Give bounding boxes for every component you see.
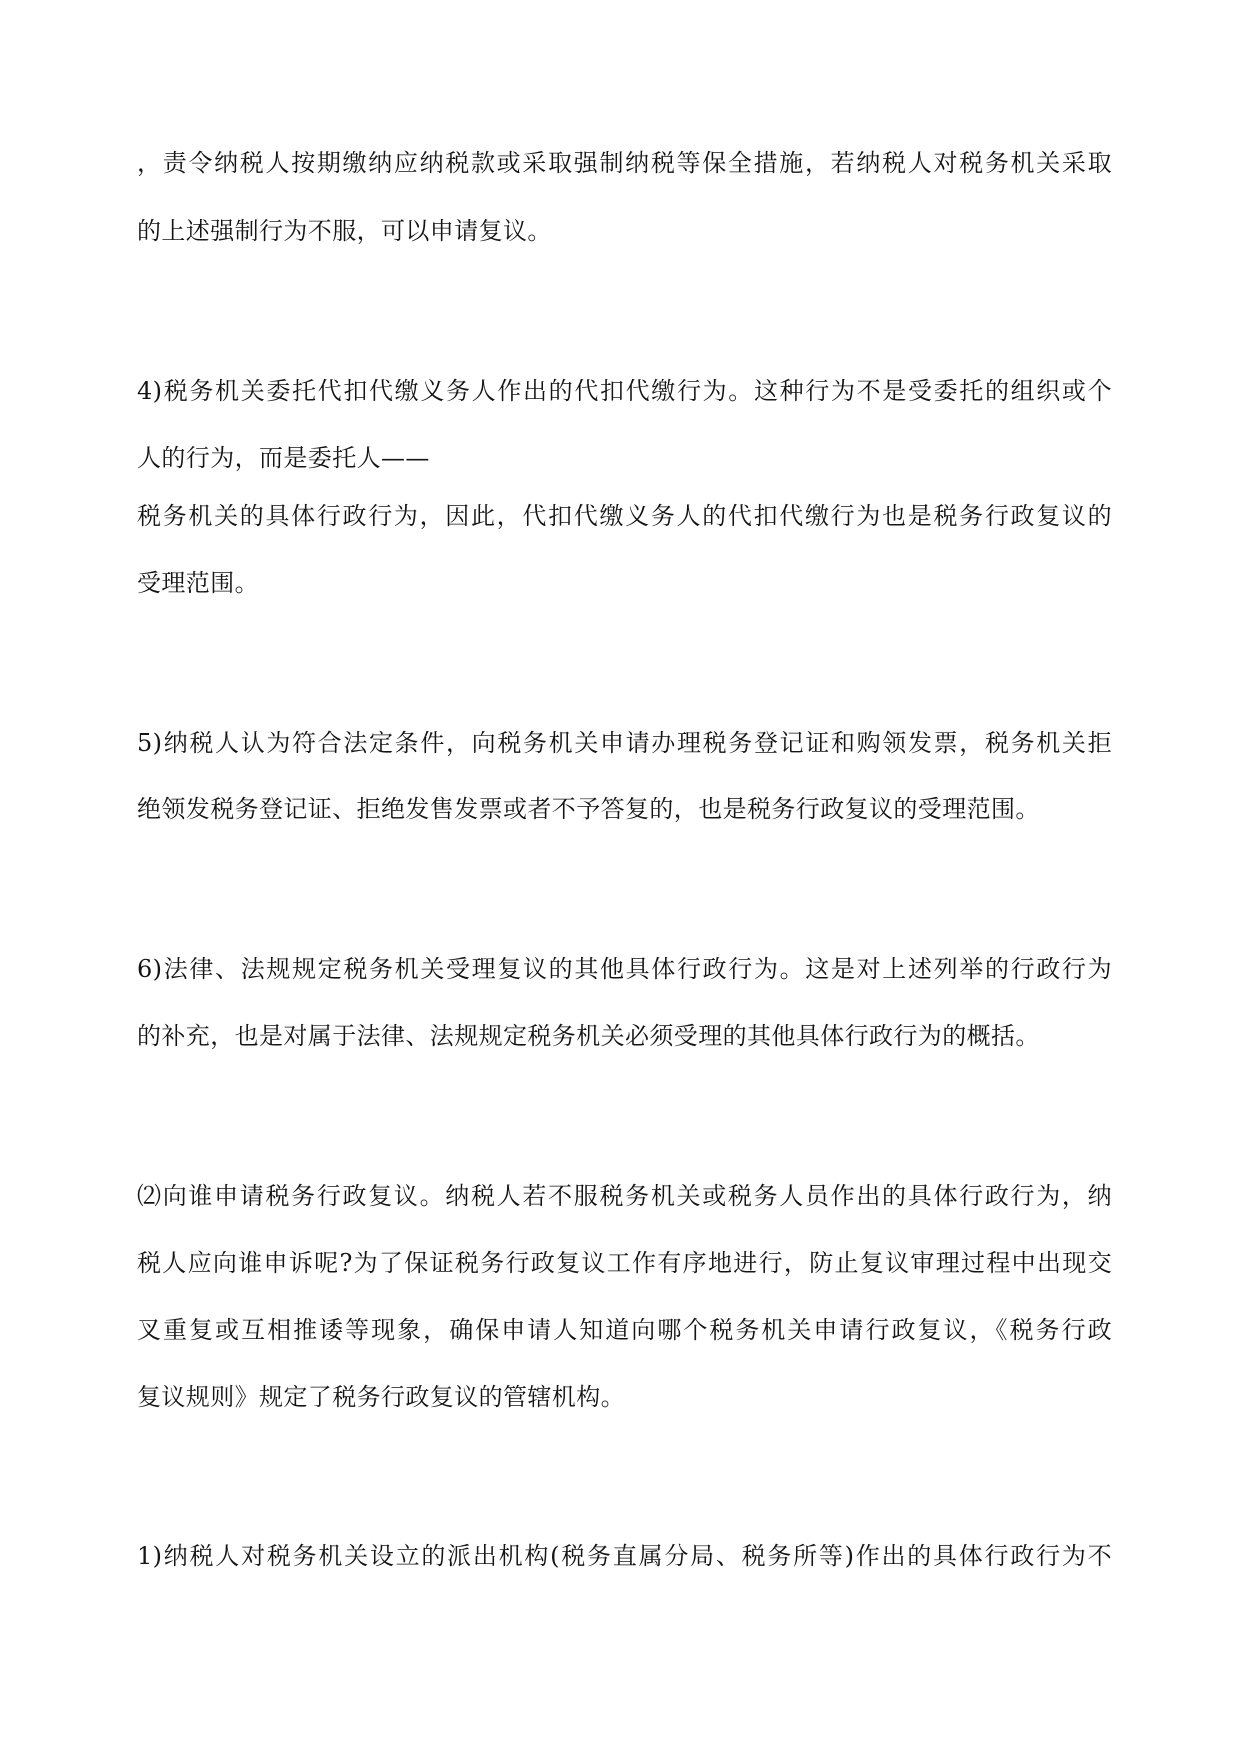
paragraph-1-line-1: ，责令纳税人按期缴纳应纳税款或采取强制纳税等保全措施，若纳税人对税务机关采取 [137, 149, 1112, 177]
paragraph-2-line-1: 4)税务机关委托代扣代缴义务人作出的代扣代缴行为。这种行为不是受委托的组织或个 [137, 377, 1112, 405]
paragraph-5-line-3: 叉重复或互相推诿等现象，确保申请人知道向哪个税务机关申请行政复议，《税务行政 [137, 1316, 1112, 1344]
paragraph-4-line-1: 6)法律、法规规定税务机关受理复议的其他具体行政行为。这是对上述列举的行政行为 [137, 955, 1112, 983]
paragraph-3-line-2: 绝领发税务登记证、拒绝发售发票或者不予答复的，也是税务行政复议的受理范围。 [137, 795, 1040, 823]
paragraph-4-line-2: 的补充，也是对属于法律、法规规定税务机关必须受理的其他具体行政行为的概括。 [137, 1022, 1040, 1050]
paragraph-5-line-4: 复议规则》规定了税务行政复议的管辖机构。 [137, 1383, 625, 1411]
paragraph-2-line-2: 人的行为，而是委托人—— [137, 444, 430, 472]
paragraph-2-line-3: 税务机关的具体行政行为，因此，代扣代缴义务人的代扣代缴行为也是税务行政复议的 [137, 502, 1112, 530]
paragraph-1-line-2: 的上述强制行为不服，可以申请复议。 [137, 217, 552, 245]
paragraph-6-line-1: 1)纳税人对税务机关设立的派出机构(税务直属分局、税务所等)作出的具体行政行为不 [137, 1542, 1112, 1570]
paragraph-3-line-1: 5)纳税人认为符合法定条件，向税务机关申请办理税务登记证和购领发票，税务机关拒 [137, 729, 1112, 757]
paragraph-5-line-1: ⑵向谁申请税务行政复议。纳税人若不服税务机关或税务人员作出的具体行政行为，纳 [137, 1182, 1112, 1210]
paragraph-2-line-4: 受理范围。 [137, 569, 259, 597]
paragraph-5-line-2: 税人应向谁申诉呢?为了保证税务行政复议工作有序地进行，防止复议审理过程中出现交 [137, 1249, 1112, 1277]
